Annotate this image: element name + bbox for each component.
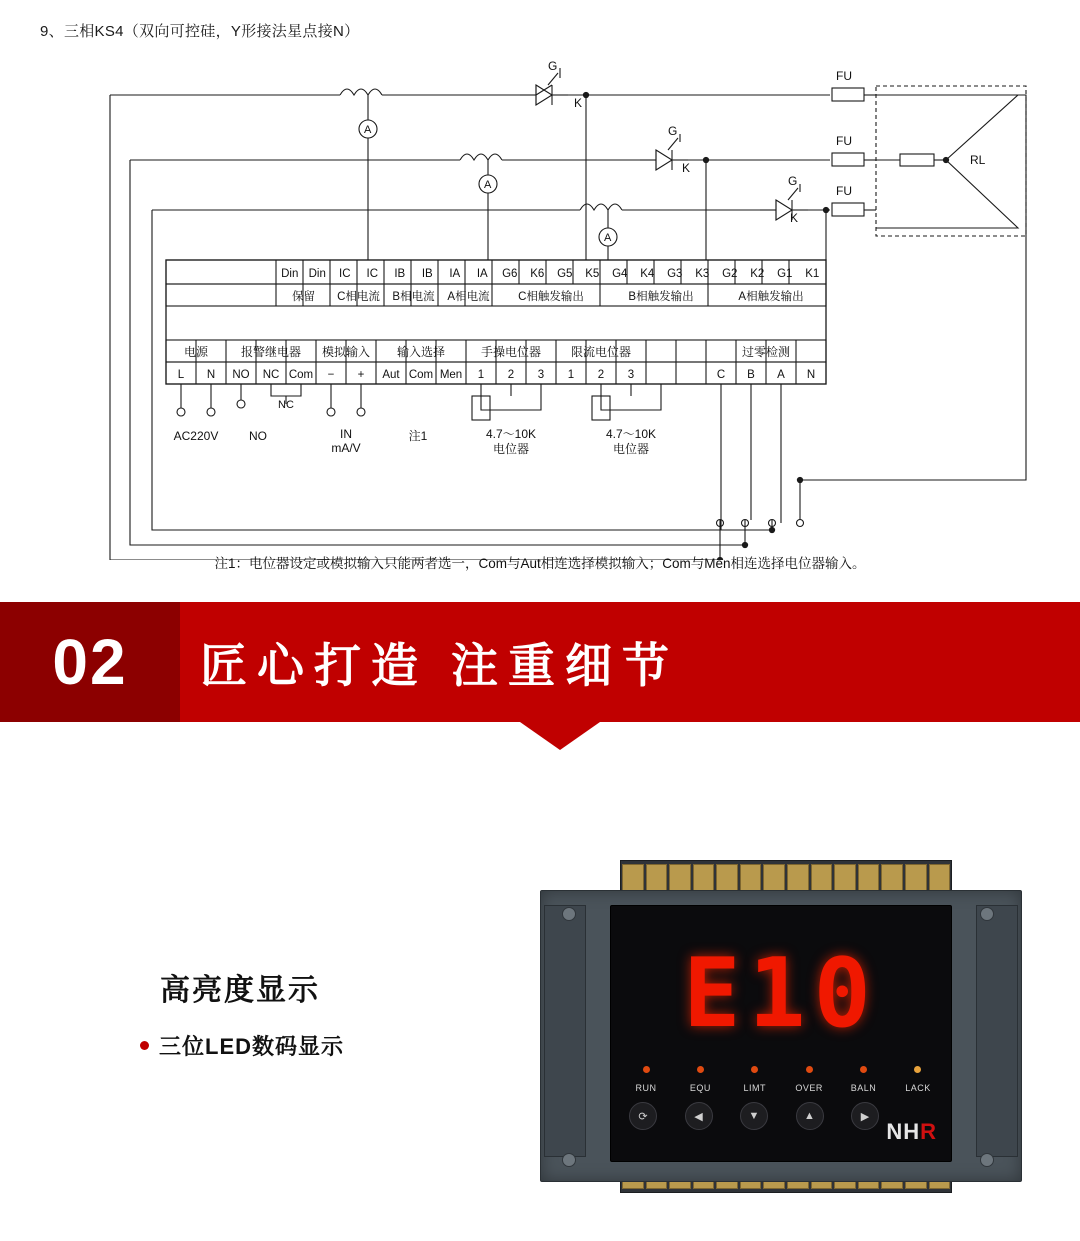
label-fu2: FU — [836, 134, 852, 148]
terminal-code: G6 — [502, 268, 518, 280]
terminal-group: B相触发输出 — [628, 291, 694, 303]
section-title: 9、三相KS4（双向可控硅，Y形接法星点接N） — [40, 23, 360, 40]
terminal-group: 保留 — [292, 291, 315, 303]
terminal-group: A相电流 — [447, 291, 490, 303]
label-ct-c: A — [604, 232, 612, 244]
label-g1: G — [548, 60, 558, 73]
bottom-code: 1 — [567, 369, 575, 381]
device-side-left — [544, 905, 586, 1157]
indicator-led-icon — [806, 1066, 813, 1073]
terminal-code: G4 — [612, 268, 628, 280]
screw-top-right — [980, 907, 994, 921]
down-arrow-key[interactable]: ▼ — [740, 1102, 768, 1130]
indicator-led-icon — [697, 1066, 704, 1073]
indicator-led-icon — [643, 1066, 650, 1073]
label-nc: NC — [278, 399, 294, 411]
indicator-baln — [847, 1066, 881, 1096]
indicator-limt — [738, 1066, 772, 1096]
terminal-group: C相触发输出 — [518, 291, 584, 303]
bottom-group: 限流电位器 — [570, 345, 632, 359]
label-pot1-val: 4.7～10K — [485, 427, 537, 441]
brand-text: NH — [886, 1119, 921, 1144]
label-rl: RL — [970, 153, 986, 167]
label-g2: G — [668, 124, 678, 138]
bottom-code: Com — [408, 369, 434, 381]
wiring-diagram — [0, 60, 1080, 560]
terminal-code: K6 — [530, 268, 545, 280]
label-fu3: FU — [836, 184, 852, 198]
bottom-code: L — [177, 369, 185, 381]
label-k3: K — [790, 211, 799, 225]
bottom-code: A — [777, 369, 785, 381]
label-pot2: 电位器 — [612, 442, 650, 456]
led-display: E10 — [683, 939, 879, 1049]
bottom-code: 2 — [597, 369, 605, 381]
left-arrow-key[interactable]: ◀ — [685, 1102, 713, 1130]
bottom-code: N — [806, 369, 816, 381]
terminal-code: IA — [449, 268, 461, 280]
terminal-code: IB — [394, 268, 406, 280]
indicator-row — [629, 1066, 935, 1096]
label-pot1: 电位器 — [492, 442, 530, 456]
terminal-code: K4 — [640, 268, 655, 280]
indicator-label: LIMT — [743, 1083, 767, 1093]
label-pot2-val: 4.7～10K — [605, 427, 657, 441]
up-arrow-key[interactable]: ▲ — [796, 1102, 824, 1130]
indicator-led-icon — [751, 1066, 758, 1073]
bottom-code: Aut — [382, 369, 400, 381]
bottom-group: 过零检测 — [741, 345, 791, 359]
product-device — [520, 835, 1060, 1235]
label-fu1: FU — [836, 69, 852, 83]
bottom-code: N — [206, 369, 216, 381]
section-banner — [0, 602, 1080, 722]
brand-accent: R — [920, 1119, 937, 1144]
label-ct-a: A — [364, 124, 372, 136]
bottom-code: 3 — [537, 369, 545, 381]
label-g3: G — [788, 174, 798, 188]
banner-title: 匠心打造 注重细节 — [200, 638, 680, 692]
feature-title: 高亮度显示 — [160, 974, 320, 1007]
indicator-equ — [683, 1066, 717, 1096]
indicator-led-icon — [860, 1066, 867, 1073]
banner-number: 02 — [52, 626, 128, 698]
bottom-code: NO — [232, 369, 250, 381]
terminal-code: Din — [281, 268, 299, 280]
bottom-code: 3 — [627, 369, 635, 381]
indicator-run — [629, 1066, 663, 1096]
indicator-label: BALN — [850, 1083, 877, 1093]
brand-logo — [886, 1119, 937, 1145]
terminal-code: K3 — [695, 268, 710, 280]
label-in: IN — [340, 427, 352, 441]
terminal-code: K5 — [585, 268, 600, 280]
bottom-code: − — [327, 369, 335, 381]
indicator-lack — [901, 1066, 935, 1096]
feature-bullet-label: 三位LED数码显示 — [159, 1034, 345, 1059]
terminal-code: Din — [308, 268, 326, 280]
terminal-code: G5 — [557, 268, 573, 280]
label-k1: K — [574, 96, 583, 110]
bottom-group: 电源 — [183, 345, 209, 359]
label-k2: K — [682, 161, 691, 175]
bottom-code: NC — [262, 369, 280, 381]
key-row[interactable] — [629, 1102, 879, 1130]
bottom-code: C — [716, 369, 726, 381]
bottom-code: B — [747, 369, 755, 381]
terminal-code: IB — [421, 268, 433, 280]
bottom-code: + — [357, 369, 365, 381]
indicator-over — [792, 1066, 826, 1096]
bullet-dot — [140, 1041, 149, 1050]
terminal-code: K1 — [805, 268, 820, 280]
bottom-code: Com — [288, 369, 314, 381]
terminal-code: G3 — [667, 268, 683, 280]
terminal-group: B相电流 — [392, 291, 435, 303]
label-no: NO — [249, 429, 267, 443]
terminal-code: IC — [339, 268, 351, 280]
bottom-group: 输入选择 — [396, 345, 446, 359]
bottom-group: 模拟输入 — [321, 345, 371, 359]
bottom-code: 1 — [477, 369, 485, 381]
terminal-code: G1 — [777, 268, 793, 280]
indicator-led-icon — [914, 1066, 921, 1073]
feature-bullet — [140, 1030, 344, 1061]
label-mav: mA/V — [331, 441, 361, 455]
indicator-label: EQU — [689, 1083, 711, 1093]
device-side-right — [976, 905, 1018, 1157]
right-arrow-key[interactable]: ▶ — [851, 1102, 879, 1130]
indicator-label: RUN — [635, 1083, 657, 1093]
diagram-note: 注1：电位器设定或模拟输入只能两者选一，Com与Aut相连选择模拟输入；Com与Men相连选择电位器输入。 — [214, 556, 866, 571]
terminal-group: A相触发输出 — [738, 291, 804, 303]
label-ac220v: AC220V — [173, 429, 219, 443]
indicator-label: LACK — [905, 1083, 931, 1093]
label-note1: 注1 — [408, 429, 428, 443]
terminal-code: IA — [476, 268, 488, 280]
power-key[interactable]: ⟳ — [629, 1102, 657, 1130]
terminal-code: K2 — [750, 268, 765, 280]
bottom-code: 2 — [507, 369, 515, 381]
device-screen — [610, 905, 952, 1162]
screw-bottom-left — [562, 1153, 576, 1167]
terminal-code: IC — [366, 268, 378, 280]
screw-top-left — [562, 907, 576, 921]
bottom-code: Men — [439, 369, 463, 381]
terminal-group: C相电流 — [337, 291, 380, 303]
banner-arrow — [520, 722, 600, 750]
indicator-label: OVER — [795, 1083, 823, 1093]
label-ct-b: A — [484, 179, 492, 191]
bottom-group: 报警继电器 — [240, 345, 302, 359]
terminal-code: G2 — [722, 268, 738, 280]
screw-bottom-right — [980, 1153, 994, 1167]
bottom-group: 手操电位器 — [480, 345, 542, 359]
